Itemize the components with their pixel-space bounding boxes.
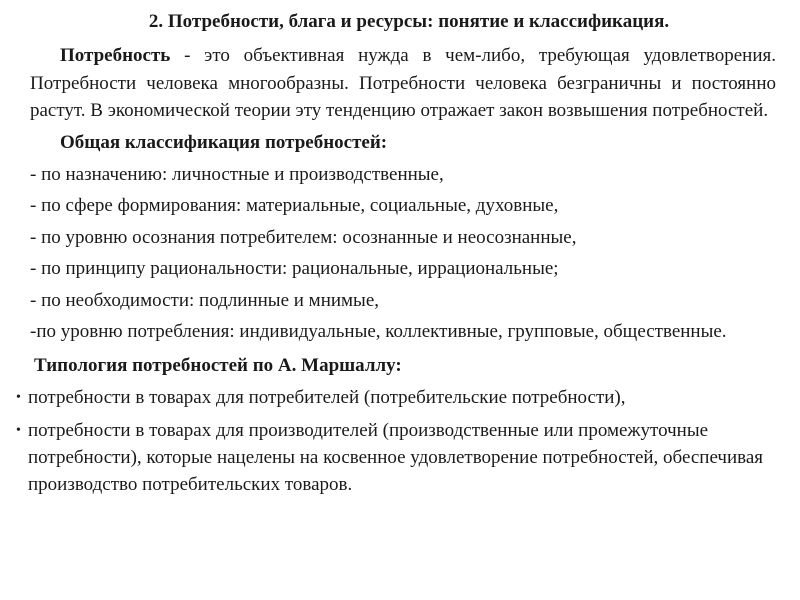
classification-item: - по уровню осознания потребителем: осознанные и неосознанные, [30,226,577,248]
classification-item: - по принципу рациональности: рациональные, иррациональные; [30,258,559,279]
bullet-icon: • [16,389,21,405]
definition-term: Потребность [60,45,171,66]
definition-text: - это объективная нужда в чем-либо, требующая удовлетворения. Потребности человека многообразны. Потребности человека безграничны и постоянно растут. В экономической теории эту тенденцию отражает закон возвышения потребностей. [30,45,776,121]
marshall-list [16,384,776,498]
bullet-icon: • [16,422,21,438]
classification-item: - по назначению: личностные и производственные, [30,163,444,185]
marshall-item-text: потребности в товарах для производителей (производственные или промежуточные потребности), которые нацелены на косвенное удовлетворение потребностей, обеспечивая производство потребительских товаров. [28,419,764,495]
classification-item: - по необходимости: подлинные и мнимые, [30,289,380,311]
classification-item: -по уровню потребления: индивидуальные, коллективные, групповые, общественные. [30,321,727,342]
marshall-heading: Типология потребностей по А. Маршаллу: [34,354,402,376]
definition-paragraph [30,42,776,125]
marshall-item-text: потребности в товарах для потребителей (потребительские потребности), [28,386,626,408]
classification-heading: Общая классификация потребностей: [60,131,388,153]
classification-list [30,161,776,346]
marshall-item [16,384,776,411]
marshall-item [16,417,776,498]
classification-item: - по сфере формирования: материальные, социальные, духовные, [30,195,559,216]
page-title: 2. Потребности, блага и ресурсы: понятие и классификация. [148,11,670,32]
